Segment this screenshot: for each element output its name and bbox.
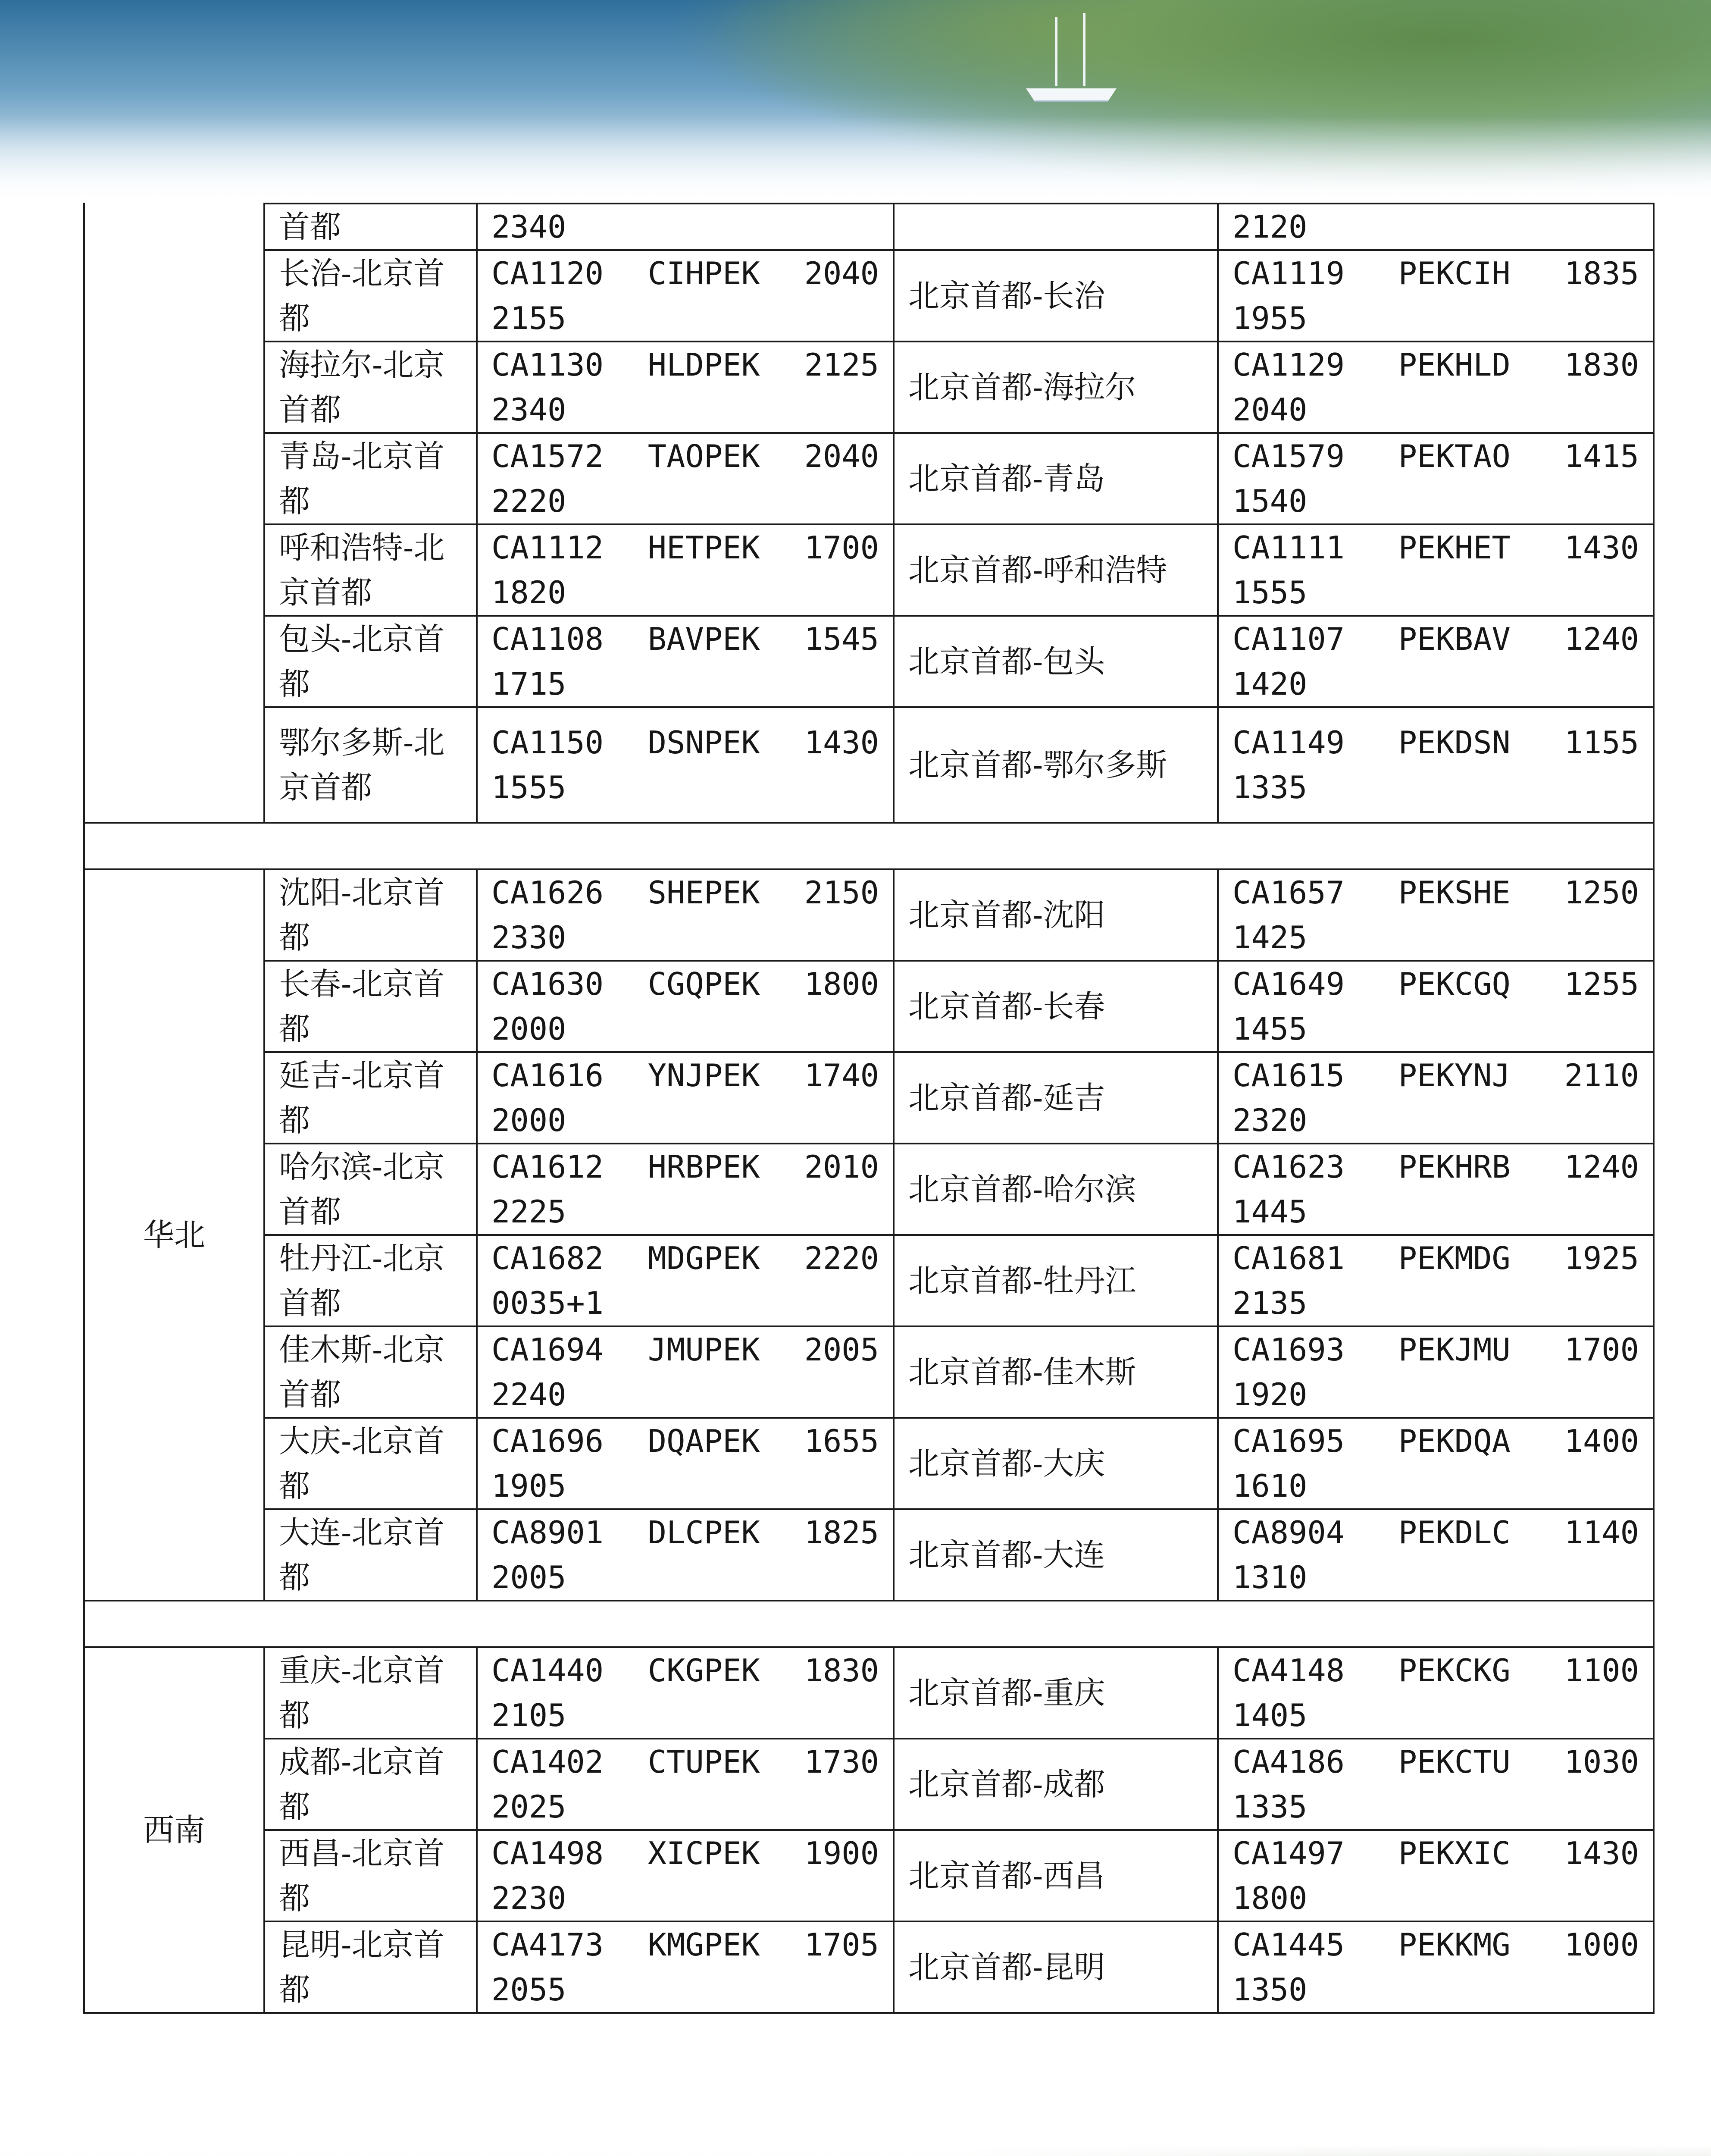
flight-token: 1430 (804, 724, 879, 761)
flight-number-line (1232, 251, 1639, 296)
flight-token: SHEPEK (647, 874, 760, 911)
flight-number-line (1232, 434, 1639, 479)
outbound-route-cell: 北京首都-长春 (894, 961, 1218, 1052)
bottom-banner-photo (0, 2144, 1711, 2156)
flight-number-line (1232, 870, 1639, 915)
outbound-route-cell: 北京首都-呼和浩特 (894, 524, 1218, 616)
region-cell: 西南 (84, 1647, 264, 2013)
flight-token: CA1693 (1232, 1332, 1345, 1368)
flight-token: 1100 (1564, 1652, 1639, 1689)
flight-token: PEKCTU (1398, 1744, 1511, 1780)
flight-token: CA1497 (1232, 1835, 1345, 1871)
flight-token: 2040 (804, 255, 879, 291)
table-row (84, 1052, 1654, 1144)
flight-token: CA1129 (1232, 347, 1345, 383)
arrival-time-line: 2000 (491, 1102, 566, 1138)
flight-token: 2040 (804, 438, 879, 474)
flight-token: CA4186 (1232, 1744, 1345, 1780)
flight-number-line (491, 434, 879, 479)
arrival-time-line: 2320 (1232, 1102, 1307, 1138)
flight-token: PEKDLC (1398, 1514, 1511, 1551)
flight-token: CA1696 (491, 1423, 604, 1459)
outbound-route-cell: 北京首都-包头 (894, 616, 1218, 707)
flight-token: CA1120 (491, 255, 604, 291)
flight-info-cell (477, 433, 894, 524)
sailboat-icon (1009, 13, 1134, 108)
flight-token: PEKXIC (1398, 1835, 1511, 1871)
flight-schedule-table (83, 203, 1655, 2014)
inbound-route-cell: 长春-北京首都 (264, 961, 477, 1052)
flight-info-cell (477, 1052, 894, 1144)
arrival-time-line: 1445 (1232, 1194, 1307, 1230)
flight-number-line (1232, 1739, 1639, 1784)
flight-token: YNJPEK (647, 1057, 760, 1094)
flight-token: TAOPEK (647, 438, 760, 474)
flight-token: 2150 (804, 874, 879, 911)
flight-token: 2005 (804, 1332, 879, 1368)
arrival-time-line: 1715 (491, 666, 566, 702)
flight-number-line (491, 204, 879, 249)
flight-token: 1030 (1564, 1744, 1639, 1780)
table-row (84, 1509, 1654, 1601)
table-row (84, 616, 1654, 707)
flight-token: KMGPEK (647, 1927, 760, 1963)
flight-token: DLCPEK (647, 1514, 760, 1551)
inbound-route-cell: 首都 (264, 204, 477, 250)
table-row (84, 524, 1654, 616)
flight-token: CA8904 (1232, 1514, 1345, 1551)
flight-token: 1250 (1564, 874, 1639, 911)
flight-token: BAVPEK (647, 621, 760, 657)
flight-token: 1415 (1564, 438, 1639, 474)
flight-token: CA1681 (1232, 1240, 1345, 1276)
table-row (84, 1830, 1654, 1921)
inbound-route-cell: 长治-北京首都 (264, 250, 477, 342)
arrival-time-line: 1905 (491, 1468, 566, 1504)
section-spacer-row (84, 823, 1654, 869)
flight-token: CA1150 (491, 724, 604, 761)
arrival-time-line: 1455 (1232, 1011, 1307, 1047)
flight-number-line (491, 1144, 879, 1189)
flight-info-cell (1218, 250, 1654, 342)
flight-token: 2340 (491, 209, 566, 245)
flight-token: 1000 (1564, 1927, 1639, 1963)
flight-number-line (491, 1648, 879, 1693)
inbound-route-cell: 佳木斯-北京首都 (264, 1326, 477, 1418)
flight-info-cell (477, 204, 894, 250)
flight-token: PEKJMU (1398, 1332, 1511, 1368)
spacer-cell (264, 1601, 1654, 1647)
arrival-time-line: 2105 (491, 1697, 566, 1733)
flight-token: 1400 (1564, 1423, 1639, 1459)
inbound-route-cell: 延吉-北京首都 (264, 1052, 477, 1144)
table-row (84, 250, 1654, 342)
flight-number-line (1232, 1510, 1639, 1555)
flight-token: 1925 (1564, 1240, 1639, 1276)
flight-number-line (1232, 617, 1639, 661)
flight-token: CA1694 (491, 1332, 604, 1368)
flight-token: CA1498 (491, 1835, 604, 1871)
flight-number-line (1232, 1327, 1639, 1372)
flight-token: 1140 (1564, 1514, 1639, 1551)
flight-number-line (1232, 720, 1639, 765)
flight-token: CIHPEK (647, 255, 760, 291)
flight-info-cell (1218, 1921, 1654, 2013)
outbound-route-cell: 北京首都-西昌 (894, 1830, 1218, 1921)
flight-number-line (1232, 962, 1639, 1006)
inbound-route-cell: 哈尔滨-北京首都 (264, 1144, 477, 1235)
inbound-route-cell: 青岛-北京首都 (264, 433, 477, 524)
flight-token: PEKHRB (1398, 1149, 1511, 1185)
outbound-route-cell: 北京首都-大庆 (894, 1418, 1218, 1509)
flight-token: HRBPEK (647, 1149, 760, 1185)
schedule-body (84, 204, 1654, 2013)
flight-token: 1240 (1564, 1149, 1639, 1185)
flight-info-cell (1218, 1235, 1654, 1326)
flight-info-cell (477, 250, 894, 342)
flight-token: PEKDQA (1398, 1423, 1511, 1459)
flight-number-line (1232, 342, 1639, 387)
inbound-route-cell: 西昌-北京首都 (264, 1830, 477, 1921)
flight-number-line (491, 342, 879, 387)
flight-number-line (491, 1739, 879, 1784)
outbound-route-cell (894, 204, 1218, 250)
flight-info-cell (1218, 1418, 1654, 1509)
flight-token: CA4173 (491, 1927, 604, 1963)
flight-token: CA1626 (491, 874, 604, 911)
flight-info-cell (1218, 869, 1654, 961)
flight-info-cell (477, 616, 894, 707)
outbound-route-cell: 北京首都-大连 (894, 1509, 1218, 1601)
arrival-time-line: 1820 (491, 574, 566, 611)
arrival-time-line: 2330 (491, 919, 566, 956)
flight-number-line (491, 870, 879, 915)
flight-token: 2010 (804, 1149, 879, 1185)
flight-token: PEKCKG (1398, 1652, 1511, 1689)
flight-number-line (491, 525, 879, 570)
flight-token: 1900 (804, 1835, 879, 1871)
flight-token: HLDPEK (647, 347, 760, 383)
flight-token: PEKYNJ (1398, 1057, 1511, 1094)
flight-number-line (491, 720, 879, 765)
flight-token: XICPEK (647, 1835, 760, 1871)
flight-token: PEKBAV (1398, 621, 1511, 657)
outbound-route-cell: 北京首都-牡丹江 (894, 1235, 1218, 1326)
arrival-time-line: 2340 (491, 392, 566, 428)
flight-number-line (491, 617, 879, 661)
flight-number-line (491, 251, 879, 296)
flight-token: CA1649 (1232, 966, 1345, 1002)
flight-info-cell (477, 1509, 894, 1601)
flight-number-line (1232, 1831, 1639, 1876)
outbound-route-cell: 北京首都-佳木斯 (894, 1326, 1218, 1418)
flight-token: 1545 (804, 621, 879, 657)
flight-token: CA1130 (491, 347, 604, 383)
arrival-time-line: 1610 (1232, 1468, 1307, 1504)
flight-number-line (491, 962, 879, 1006)
outbound-route-cell: 北京首都-哈尔滨 (894, 1144, 1218, 1235)
flight-token: 2120 (1232, 209, 1307, 245)
flight-number-line (491, 1419, 879, 1463)
outbound-route-cell: 北京首都-延吉 (894, 1052, 1218, 1144)
table-row (84, 1326, 1654, 1418)
flight-token: PEKMDG (1398, 1240, 1511, 1276)
flight-token: CA1615 (1232, 1057, 1345, 1094)
table-row (84, 433, 1654, 524)
inbound-route-cell: 昆明-北京首都 (264, 1921, 477, 2013)
flight-info-cell (477, 869, 894, 961)
region-cell (84, 204, 264, 823)
flight-info-cell (1218, 433, 1654, 524)
flight-info-cell (477, 524, 894, 616)
flight-info-cell (1218, 1509, 1654, 1601)
table-row (84, 1418, 1654, 1509)
flight-token: CA1402 (491, 1744, 604, 1780)
flight-token: CGQPEK (647, 966, 760, 1002)
flight-number-line (1232, 1922, 1639, 1967)
arrival-time-line: 1800 (1232, 1880, 1307, 1916)
flight-number-line (1232, 525, 1639, 570)
flight-token: 1825 (804, 1514, 879, 1551)
flight-token: 2110 (1564, 1057, 1639, 1094)
flight-info-cell (1218, 1830, 1654, 1921)
flight-info-cell (1218, 204, 1654, 250)
arrival-time-line: 2225 (491, 1194, 566, 1230)
inbound-route-cell: 大连-北京首都 (264, 1509, 477, 1601)
table-row (84, 707, 1654, 823)
flight-token: CA8901 (491, 1514, 604, 1551)
flight-token: PEKSHE (1398, 874, 1511, 911)
spacer-cell (84, 1601, 264, 1647)
flight-info-cell (477, 1830, 894, 1921)
flight-info-cell (477, 1739, 894, 1830)
outbound-route-cell: 北京首都-鄂尔多斯 (894, 707, 1218, 823)
flight-info-cell (477, 1921, 894, 2013)
flight-number-line (491, 1831, 879, 1876)
table-row (84, 342, 1654, 433)
arrival-time-line: 1420 (1232, 666, 1307, 702)
flight-number-line (1232, 1648, 1639, 1693)
inbound-route-cell: 重庆-北京首都 (264, 1647, 477, 1739)
flight-info-cell (1218, 1739, 1654, 1830)
flight-token: 1700 (1564, 1332, 1639, 1368)
flight-token: PEKHLD (1398, 347, 1511, 383)
flight-token: PEKTAO (1398, 438, 1511, 474)
inbound-route-cell: 包头-北京首都 (264, 616, 477, 707)
arrival-time-line: 2135 (1232, 1285, 1307, 1321)
flight-info-cell (1218, 1144, 1654, 1235)
flight-info-cell (1218, 1052, 1654, 1144)
arrival-time-line: 1425 (1232, 919, 1307, 956)
flight-token: PEKCGQ (1398, 966, 1511, 1002)
inbound-route-cell: 沈阳-北京首都 (264, 869, 477, 961)
outbound-route-cell: 北京首都-昆明 (894, 1921, 1218, 2013)
outbound-route-cell: 北京首都-沈阳 (894, 869, 1218, 961)
flight-info-cell (477, 1418, 894, 1509)
flight-token: CA1630 (491, 966, 604, 1002)
arrival-time-line: 1955 (1232, 300, 1307, 336)
flight-token: DQAPEK (647, 1423, 760, 1459)
flight-token: JMUPEK (647, 1332, 760, 1368)
table-row (84, 961, 1654, 1052)
outbound-route-cell: 北京首都-成都 (894, 1739, 1218, 1830)
flight-token: CA1107 (1232, 621, 1345, 657)
flight-number-line (491, 1236, 879, 1281)
flight-number-line (1232, 1053, 1639, 1098)
arrival-time-line: 0035+1 (491, 1285, 604, 1321)
inbound-route-cell: 牡丹江-北京首都 (264, 1235, 477, 1326)
flight-number-line (1232, 1144, 1639, 1189)
spacer-cell (264, 823, 1654, 869)
table-row (84, 1739, 1654, 1830)
flight-info-cell (477, 1326, 894, 1418)
flight-token: CA1682 (491, 1240, 604, 1276)
arrival-time-line: 2000 (491, 1011, 566, 1047)
flight-info-cell (1218, 707, 1654, 823)
inbound-route-cell: 鄂尔多斯-北京首都 (264, 707, 477, 823)
flight-token: CA1111 (1232, 530, 1345, 566)
flight-token: 1830 (1564, 347, 1639, 383)
flight-token: PEKKMG (1398, 1927, 1511, 1963)
arrival-time-line: 1920 (1232, 1376, 1307, 1413)
outbound-route-cell: 北京首都-青岛 (894, 433, 1218, 524)
flight-number-line (1232, 204, 1639, 249)
flight-number-line (1232, 1419, 1639, 1463)
flight-token: 1835 (1564, 255, 1639, 291)
flight-token: 2125 (804, 347, 879, 383)
flight-info-cell (477, 1647, 894, 1739)
table-row (84, 1144, 1654, 1235)
arrival-time-line: 2240 (491, 1376, 566, 1413)
arrival-time-line: 1405 (1232, 1697, 1307, 1733)
flight-token: CA1440 (491, 1652, 604, 1689)
table-row (84, 1647, 1654, 1739)
table-row (84, 204, 1654, 250)
flight-info-cell (477, 1144, 894, 1235)
flight-token: CA4148 (1232, 1652, 1345, 1689)
flight-token: CA1695 (1232, 1423, 1345, 1459)
flight-token: 1800 (804, 966, 879, 1002)
arrival-time-line: 2155 (491, 300, 566, 336)
table-row (84, 1921, 1654, 2013)
flight-token: CA1572 (491, 438, 604, 474)
flight-token: 1700 (804, 530, 879, 566)
flight-token: 1705 (804, 1927, 879, 1963)
flight-number-line (491, 1327, 879, 1372)
table-row (84, 1235, 1654, 1326)
region-cell: 华北 (84, 869, 264, 1601)
flight-token: 1255 (1564, 966, 1639, 1002)
arrival-time-line: 1350 (1232, 1971, 1307, 2008)
flight-info-cell (477, 1235, 894, 1326)
flight-info-cell (1218, 616, 1654, 707)
inbound-route-cell: 大庆-北京首都 (264, 1418, 477, 1509)
flight-token: HETPEK (647, 530, 760, 566)
flight-token: CA1108 (491, 621, 604, 657)
inbound-route-cell: 呼和浩特-北京首都 (264, 524, 477, 616)
arrival-time-line: 1310 (1232, 1559, 1307, 1595)
flight-info-cell (477, 342, 894, 433)
flight-info-cell (477, 707, 894, 823)
flight-info-cell (477, 961, 894, 1052)
flight-token: 2220 (804, 1240, 879, 1276)
arrival-time-line: 1335 (1232, 769, 1307, 805)
flight-token: CTUPEK (647, 1744, 760, 1780)
flight-info-cell (1218, 961, 1654, 1052)
flight-token: 1730 (804, 1744, 879, 1780)
arrival-time-line: 2220 (491, 483, 566, 519)
flight-info-cell (1218, 524, 1654, 616)
flight-token: MDGPEK (647, 1240, 760, 1276)
outbound-route-cell: 北京首都-重庆 (894, 1647, 1218, 1739)
spacer-cell (84, 823, 264, 869)
flight-token: PEKHET (1398, 530, 1511, 566)
flight-token: CA1623 (1232, 1149, 1345, 1185)
flight-token: 1830 (804, 1652, 879, 1689)
arrival-time-line: 2040 (1232, 392, 1307, 428)
section-spacer-row (84, 1601, 1654, 1647)
arrival-time-line: 2230 (491, 1880, 566, 1916)
flight-info-cell (1218, 1326, 1654, 1418)
flight-token: CA1616 (491, 1057, 604, 1094)
flight-token: CA1579 (1232, 438, 1345, 474)
flight-number-line (491, 1922, 879, 1967)
flight-token: PEKDSN (1398, 724, 1511, 761)
arrival-time-line: 1555 (1232, 574, 1307, 611)
arrival-time-line: 2055 (491, 1971, 566, 2008)
flight-number-line (491, 1053, 879, 1098)
flight-number-line (491, 1510, 879, 1555)
inbound-route-cell: 海拉尔-北京首都 (264, 342, 477, 433)
flight-token: CA1612 (491, 1149, 604, 1185)
arrival-time-line: 2025 (491, 1789, 566, 1825)
flight-info-cell (1218, 342, 1654, 433)
arrival-time-line: 1555 (491, 769, 566, 805)
arrival-time-line: 1540 (1232, 483, 1307, 519)
flight-token: 1430 (1564, 1835, 1639, 1871)
outbound-route-cell: 北京首都-长治 (894, 250, 1218, 342)
flight-token: CA1119 (1232, 255, 1345, 291)
flight-token: CA1149 (1232, 724, 1345, 761)
flight-token: 1155 (1564, 724, 1639, 761)
flight-token: DSNPEK (647, 724, 760, 761)
flight-token: CA1657 (1232, 874, 1345, 911)
arrival-time-line: 2005 (491, 1559, 566, 1595)
table-row (84, 869, 1654, 961)
flight-token: 1740 (804, 1057, 879, 1094)
flight-number-line (1232, 1236, 1639, 1281)
flight-token: 1655 (804, 1423, 879, 1459)
inbound-route-cell: 成都-北京首都 (264, 1739, 477, 1830)
flight-token: CKGPEK (647, 1652, 760, 1689)
flight-info-cell (1218, 1647, 1654, 1739)
flight-token: CA1445 (1232, 1927, 1345, 1963)
top-banner-photo (0, 0, 1711, 203)
arrival-time-line: 1335 (1232, 1789, 1307, 1825)
outbound-route-cell: 北京首都-海拉尔 (894, 342, 1218, 433)
flight-token: 1430 (1564, 530, 1639, 566)
flight-token: PEKCIH (1398, 255, 1511, 291)
flight-token: CA1112 (491, 530, 604, 566)
flight-token: 1240 (1564, 621, 1639, 657)
